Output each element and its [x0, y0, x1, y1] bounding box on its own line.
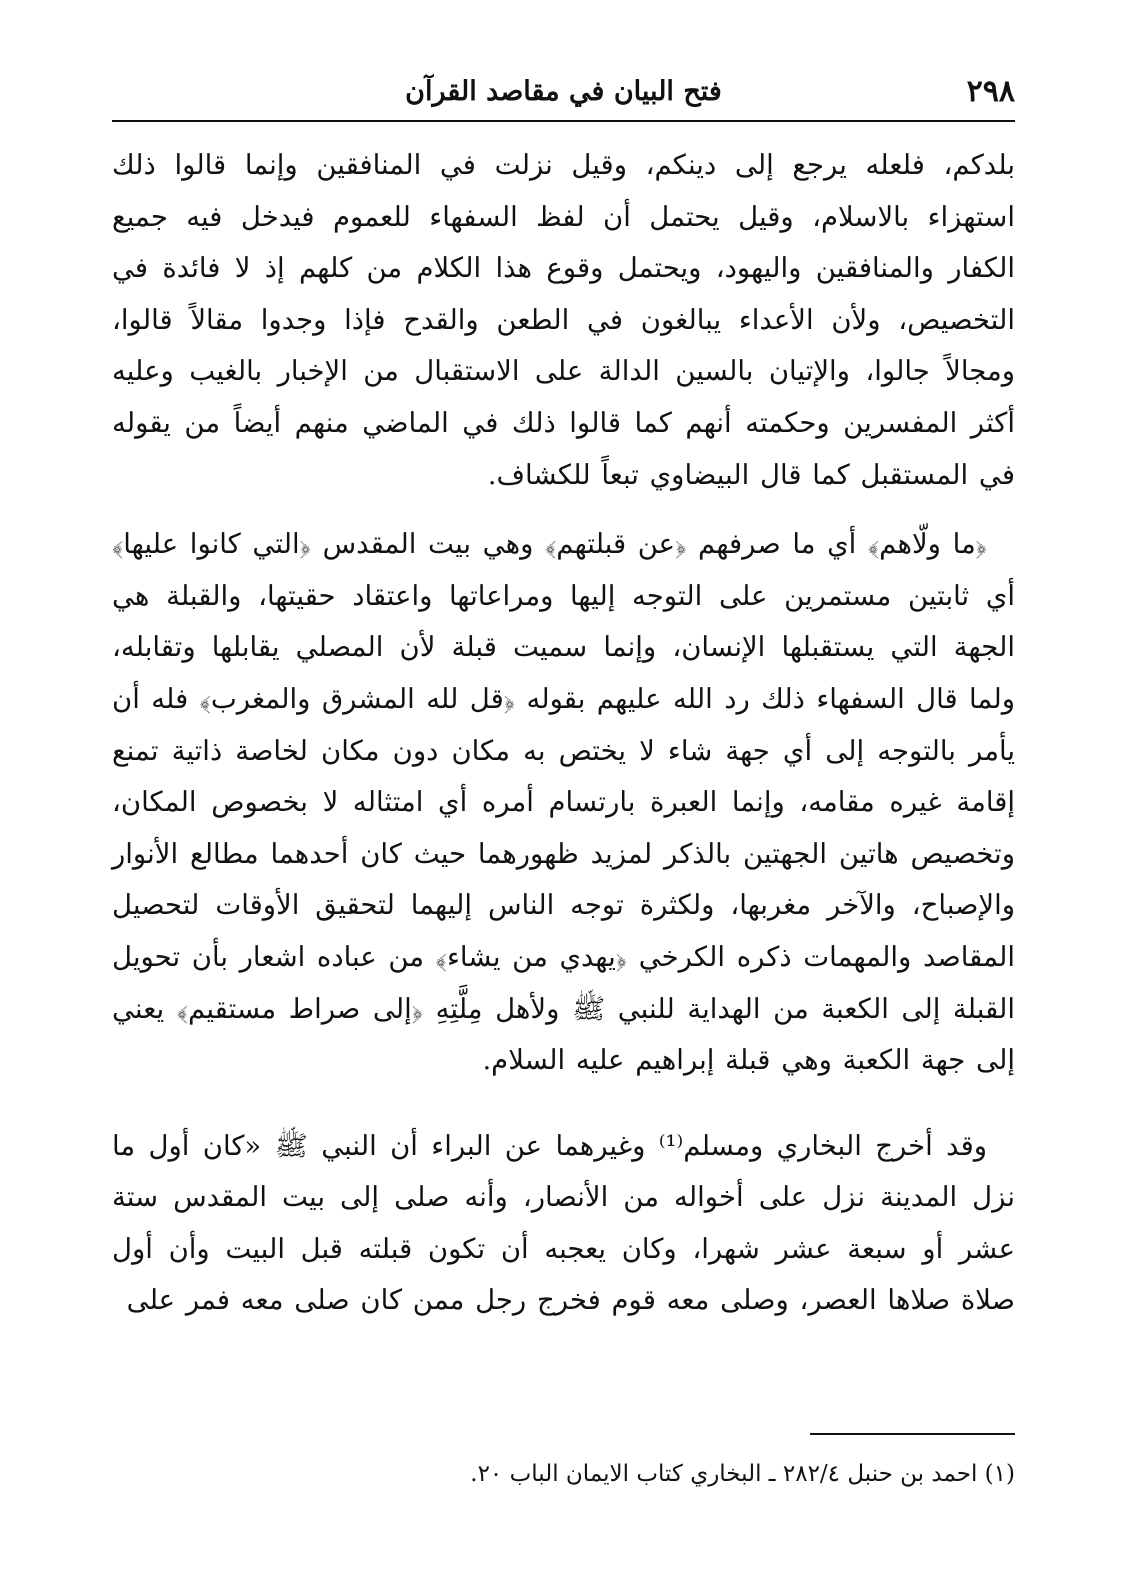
paragraph-3: وقد أخرج البخاري ومسلم⁽¹⁾ وغيرهما عن البراء أن النبي ﷺ «كان أول ما نزل المدينة نزل على أخواله من الأنصار، وأنه صلى إلى بيت المقدس ستة عشر أو سبعة عشر شهرا، وكان يعجبه أن تكون قبلته قبل البيت وأن أول صلاة صلاها العصر، وصلى معه قوم فخرج رجل ممن كان صلى معه فمر على — [112, 1129, 1015, 1317]
page-number: ٢٩٨ — [966, 74, 1015, 109]
main-text — [112, 140, 1015, 1327]
paragraph-1: بلدكم، فلعله يرجع إلى دينكم، وقيل نزلت في المنافقين وإنما قالوا ذلك استهزاء بالاسلام، وقيل يحتمل أن لفظ السفهاء للعموم فيدخل فيه جميع الكفار والمنافقين واليهود، ويحتمل وقوع هذا الكلام من كلهم إذ لا فائدة في التخصيص، ولأن الأعداء يبالغون في الطعن والقدح فإذا وجدوا مقالاً قالوا، ومجالاً جالوا، والإتيان بالسين الدالة على الاستقبال من الإخبار بالغيب وعليه أكثر المفسرين وحكمته أنهم كما قالوا ذلك في الماضي منهم أيضاً من يقوله في المستقبل كما قال البيضاوي تبعاً للكشاف. — [112, 149, 1015, 491]
footnote: (١) احمد بن حنبل ٢٨٢/٤ ـ البخاري كتاب الايمان الباب ٢٠. — [470, 1461, 1015, 1487]
paragraph-2: ﴿ما ولّاهم﴾ أي ما صرفهم ﴿عن قبلتهم﴾ وهي بيت المقدس ﴿التي كانوا عليها﴾ أي ثابتين مستمرين على التوجه إليها ومراعاتها واعتقاد حقيتها، والقبلة هي الجهة التي يستقبلها الإنسان، وإنما سميت قبلة لأن المصلي يقابلها وتقابله، ولما قال السفهاء ذلك رد الله عليهم بقوله ﴿قل لله المشرق والمغرب﴾ فله أن يأمر بالتوجه إلى أي جهة شاء لا يختص به مكان دون مكان لخاصة ذاتية تمنع إقامة غيره مقامه، وإنما العبرة بارتسام أمره أي امتثاله لا بخصوص المكان، وتخصيص هاتين الجهتين بالذكر لمزيد ظهورهما حيث كان أحدهما مطالع الأنوار والإصباح، والآخر مغربها، ولكثرة توجه الناس إليهما لتحقيق الأوقات لتحصيل المقاصد والمهمات ذكره الكرخي ﴿يهدي من يشاء﴾ من عباده اشعار بأن تحويل القبلة إلى الكعبة من الهداية للنبي ﷺ ولأهل مِلَّتِهِ ﴿إلى صراط مستقيم﴾ يعني إلى جهة الكعبة وهي قبلة إبراهيم عليه السلام. — [112, 528, 1015, 1077]
running-header — [112, 70, 1015, 122]
footnote-separator — [810, 1433, 1015, 1435]
running-title: فتح البيان في مقاصد القرآن — [405, 76, 722, 107]
